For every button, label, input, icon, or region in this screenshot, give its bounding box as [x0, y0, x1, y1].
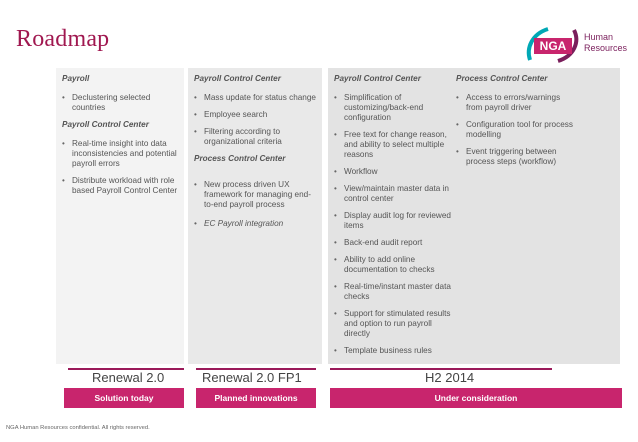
section-header: Payroll Control Center — [194, 74, 281, 83]
feature-item: • Template business rules — [334, 346, 452, 356]
section-header: Process Control Center — [194, 154, 286, 163]
feature-column-1 — [62, 74, 182, 203]
feature-item: • Workflow — [334, 167, 452, 177]
feature-column-3 — [334, 74, 452, 363]
feature-item: • View/maintain master data in control center — [334, 184, 452, 204]
release-label: Renewal 2.0 FP1 — [202, 370, 302, 385]
feature-item: • Free text for change reason, and ability to select multiple reasons — [334, 130, 452, 160]
feature-item: • Declustering selected countries — [62, 93, 182, 113]
footer-confidential: NGA Human Resources confidential. All rights reserved. — [6, 425, 150, 431]
feature-item: • Simplification of customizing/back-end configuration — [334, 93, 452, 123]
release-label: H2 2014 — [425, 370, 475, 385]
feature-item: • Configuration tool for process modelling — [456, 120, 574, 140]
feature-item: • EC Payroll integration — [194, 219, 318, 229]
page-title: Roadmap — [16, 26, 110, 52]
feature-item: • Distribute workload with role based Payroll Control Center — [62, 176, 182, 196]
logo-line1: Human — [584, 32, 614, 42]
release-label: Renewal 2.0 — [92, 370, 165, 385]
section-header: Payroll Control Center — [62, 120, 149, 129]
feature-column-2 — [194, 74, 318, 236]
feature-item: • Ability to add online documentation to checks — [334, 255, 452, 275]
status-badge-under-consideration: Under consideration — [330, 388, 622, 408]
feature-item: • Filtering according to organizational criteria — [194, 127, 318, 147]
section-header: Payroll Control Center — [334, 74, 421, 83]
feature-item: • Mass update for status change — [194, 93, 318, 103]
feature-item: • Access to errors/warnings from payroll driver — [456, 93, 574, 113]
feature-item: • Real-time insight into data inconsistencies and potential payroll errors — [62, 139, 182, 169]
feature-item: • Event triggering between process steps (workflow) — [456, 147, 574, 167]
feature-item: • Real-time/instant master data checks — [334, 282, 452, 302]
feature-item: • Support for stimulated results and option to run payroll directly — [334, 309, 452, 339]
nga-logo — [522, 26, 628, 64]
feature-item: • New process driven UX framework for managing end-to-end payroll process — [194, 180, 318, 210]
feature-item: • Display audit log for reviewed items — [334, 211, 452, 231]
feature-column-4 — [456, 74, 574, 174]
logo-mark-text: NGA — [539, 39, 567, 53]
nga-logo-icon — [522, 26, 582, 64]
section-header: Process Control Center — [456, 74, 548, 83]
logo-line2: Resources — [584, 43, 628, 53]
status-badge-solution-today: Solution today — [64, 388, 184, 408]
status-badge-planned-innovations: Planned innovations — [196, 388, 316, 408]
feature-item: • Back-end audit report — [334, 238, 452, 248]
feature-item: • Employee search — [194, 110, 318, 120]
section-header: Payroll — [62, 74, 90, 83]
